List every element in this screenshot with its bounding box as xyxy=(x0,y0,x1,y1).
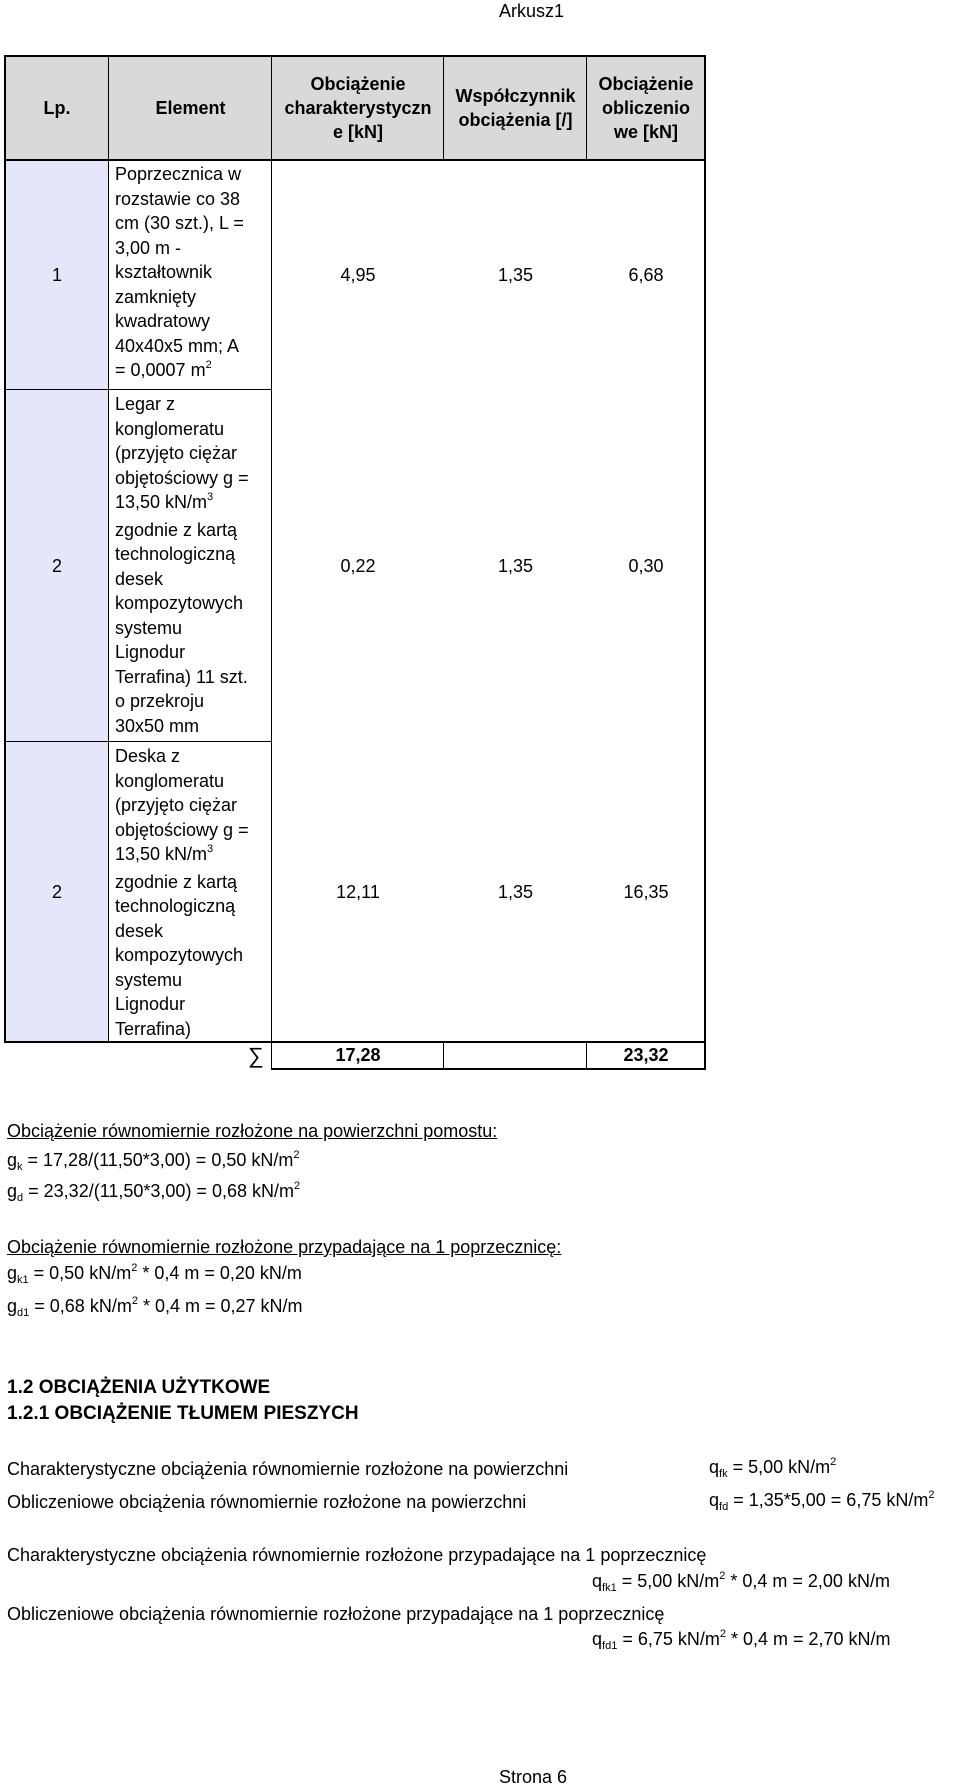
row-2-characteristic: 0,22 xyxy=(340,555,376,576)
row-divider xyxy=(4,389,272,390)
gd-formula: $g_d = 23,32/(11,50*3,00) = 0,68$ $kN/m^2$ xyxy=(7,1180,301,1204)
row-3-lp: 2 xyxy=(5,742,109,1042)
calc-surface-text: Obliczeniowe obciążenia równomiernie rozłożone na powierzchni xyxy=(7,1492,527,1512)
qfd1-formula: $q_{fd1} = 6,75$ $kN/m^2 * 0,4$ m = 2,70 kN/m xyxy=(592,1628,891,1652)
row-3-characteristic: 12,11 xyxy=(336,881,380,902)
row-2-coefficient: 1,35 xyxy=(497,555,534,576)
char-crossbar-text: Charakterystyczne obciążenia równomiernie rozłożone przypadające na 1 poprzecznicę xyxy=(7,1545,707,1565)
section-heading-1-2-1: 1.2.1 OBCIĄŻENIE TŁUMEM PIESZYCH xyxy=(7,1403,359,1424)
sum-row-bottom xyxy=(272,1068,706,1070)
sum-characteristic: 17,28 xyxy=(335,1045,381,1065)
table-border-top xyxy=(4,55,706,57)
header-characteristic-load: Obciążenie charakterystyczn e [kN] xyxy=(272,56,444,160)
gd1-formula: $g_{d1} = 0,68$ $kN/m^2 * 0,4$ m = 0,27 kN/m xyxy=(7,1295,303,1319)
sum-symbol: ∑ xyxy=(248,1042,264,1068)
table-border-left xyxy=(4,55,6,1043)
row-1-lp: 1 xyxy=(5,160,109,390)
unit-weight: 13,50 $kN/m^3$ xyxy=(115,843,214,864)
calc-crossbar-text: Obliczeniowe obciążenia równomiernie rozłożone przypadające na 1 poprzecznicę xyxy=(7,1604,665,1624)
column-divider xyxy=(443,1041,444,1070)
row-3-element: Deska z konglomeratu (przyjęto ciężar objętościowy g = 13,50 $kN/m^3$ zgodnie z kartą technologiczną desek kompozytowych systemu Lignodur Terrafina) xyxy=(109,742,272,1042)
row-3-calculated: 16,35 xyxy=(623,881,669,902)
section-heading-1-2: 1.2 OBCIĄŻENIA UŻYTKOWE xyxy=(7,1377,271,1398)
gk-formula: $g_k = 17,28/(11,50*3,00) = 0,50$ $kN/m^2$ xyxy=(7,1149,300,1173)
table-header-divider xyxy=(4,159,706,161)
table-border-right xyxy=(704,55,706,1070)
sheet-name: Arkusz1 xyxy=(499,1,565,21)
table-body-bottom xyxy=(4,1041,706,1043)
row-divider xyxy=(4,741,272,742)
column-divider xyxy=(586,55,587,161)
row-2-lp: 2 xyxy=(5,390,109,742)
qfk-formula: $q_{fk} = 5,00$ $kN/m^2$ xyxy=(709,1456,837,1480)
row-1-calculated: 6,68 xyxy=(628,264,664,285)
header-lp: Lp. xyxy=(5,56,109,160)
unit-weight: 13,50 $kN/m^3$ xyxy=(115,491,214,512)
char-surface-text: Charakterystyczne obciążenia równomiernie rozłożone na powierzchni xyxy=(7,1459,569,1479)
cross-section-area: = 0,0007 $m^2$ xyxy=(115,359,212,380)
row-1-characteristic: 4,95 xyxy=(340,264,376,285)
column-divider xyxy=(108,55,109,1043)
column-divider xyxy=(271,55,272,1070)
header-calculated-load: Obciążenie obliczenio we [kN] xyxy=(587,56,705,160)
header-element: Element xyxy=(109,56,272,160)
sum-calculated: 23,32 xyxy=(623,1045,669,1065)
header-load-coefficient: Współczynnik obciążenia [/] xyxy=(444,56,587,160)
qfk1-formula: $q_{fk1} = 5,00$ $kN/m^2 * 0,4$ m = 2,00 kN/m xyxy=(592,1570,890,1594)
row-2-calculated: 0,30 xyxy=(628,555,664,576)
uniform-surface-heading: Obciążenie równomiernie rozłożone na powierzchni pomostu: xyxy=(7,1121,498,1141)
column-divider xyxy=(443,55,444,161)
uniform-crossbar-heading: Obciążenie równomiernie rozłożone przypadające na 1 poprzecznicę: xyxy=(7,1237,562,1257)
column-divider xyxy=(586,1041,587,1070)
row-3-coefficient: 1,35 xyxy=(497,881,534,902)
row-1-coefficient: 1,35 xyxy=(497,264,534,285)
gk1-formula: $g_{k1} = 0,50$ $kN/m^2 * 0,4$ m = 0,20 kN/m xyxy=(7,1262,302,1286)
row-2-element: Legar z konglomeratu (przyjęto ciężar objętościowy g = 13,50 $kN/m^3$ zgodnie z kartą technologiczną desek kompozytowych systemu Lignodur Terrafina) 11 szt. o przekroju 30x50 mm xyxy=(109,390,272,742)
row-1-element: Poprzecznica w rozstawie co 38 cm (30 szt.), L = 3,00 m - kształtownik zamknięty kwadratowy 40x40x5 mm; A = 0,0007 $m^2$ xyxy=(109,160,272,390)
qfd-formula: $q_{fd} = 1,35*5,00 = 6,75$ $kN/m^2$ xyxy=(709,1489,935,1513)
page-footer: Strona 6 xyxy=(499,1767,568,1787)
